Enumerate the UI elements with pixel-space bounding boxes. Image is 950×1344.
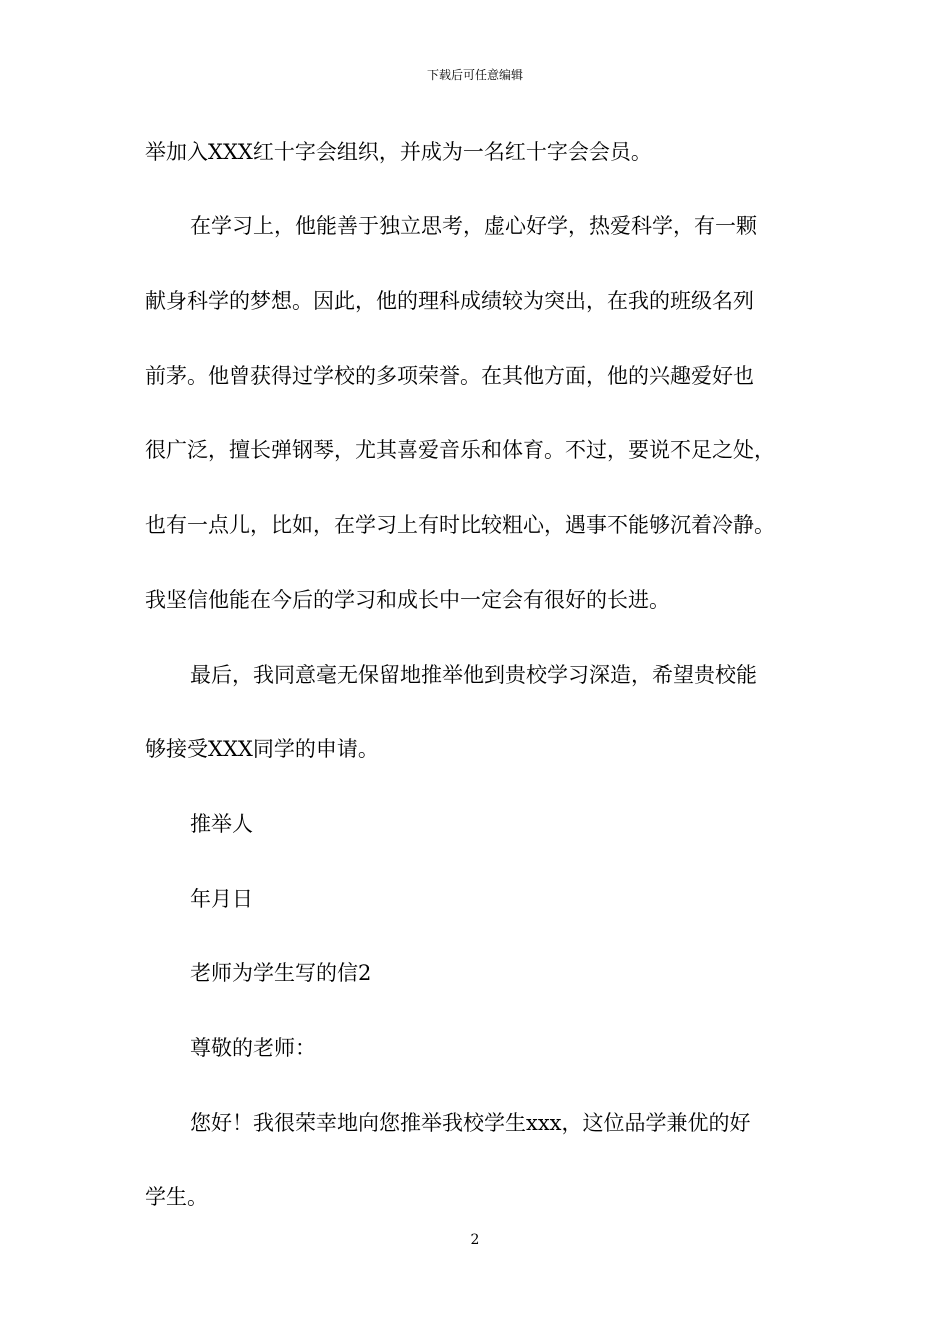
text-line: 学生。 <box>145 1185 208 1209</box>
text-line: 献身科学的梦想。因此，他的理科成绩较为突出，在我的班级名列 <box>145 289 754 313</box>
text-line: 前茅。他曾获得过学校的多项荣誉。在其他方面，他的兴趣爱好也 <box>145 364 754 388</box>
text-line: 在学习上，他能善于独立思考，虚心好学，热爱科学，有一颗 <box>190 214 757 238</box>
salutation: 尊敬的老师： <box>190 1036 316 1060</box>
signer-label: 推举人 <box>190 812 253 836</box>
text-line: 很广泛，擅长弹钢琴，尤其喜爱音乐和体育。不过，要说不足之处， <box>145 438 775 462</box>
text-line: 我坚信他能在今后的学习和成长中一定会有很好的长进。 <box>145 588 670 612</box>
text-line: 举加入XXX红十字会组织，并成为一名红十字会会员。 <box>145 140 652 164</box>
section-title: 老师为学生写的信2 <box>190 961 372 985</box>
date-label: 年月日 <box>190 887 253 911</box>
text-line: 够接受XXX同学的申请。 <box>145 737 379 761</box>
text-line: 也有一点儿，比如，在学习上有时比较粗心，遇事不能够沉着冷静。 <box>145 513 775 537</box>
page-header: 下载后可任意编辑 <box>426 68 523 82</box>
text-line: 最后，我同意毫无保留地推举他到贵校学习深造，希望贵校能 <box>190 663 757 687</box>
text-line: 您好！我很荣幸地向您推举我校学生xxx，这位品学兼优的好 <box>190 1111 751 1135</box>
page-number: 2 <box>470 1232 480 1248</box>
